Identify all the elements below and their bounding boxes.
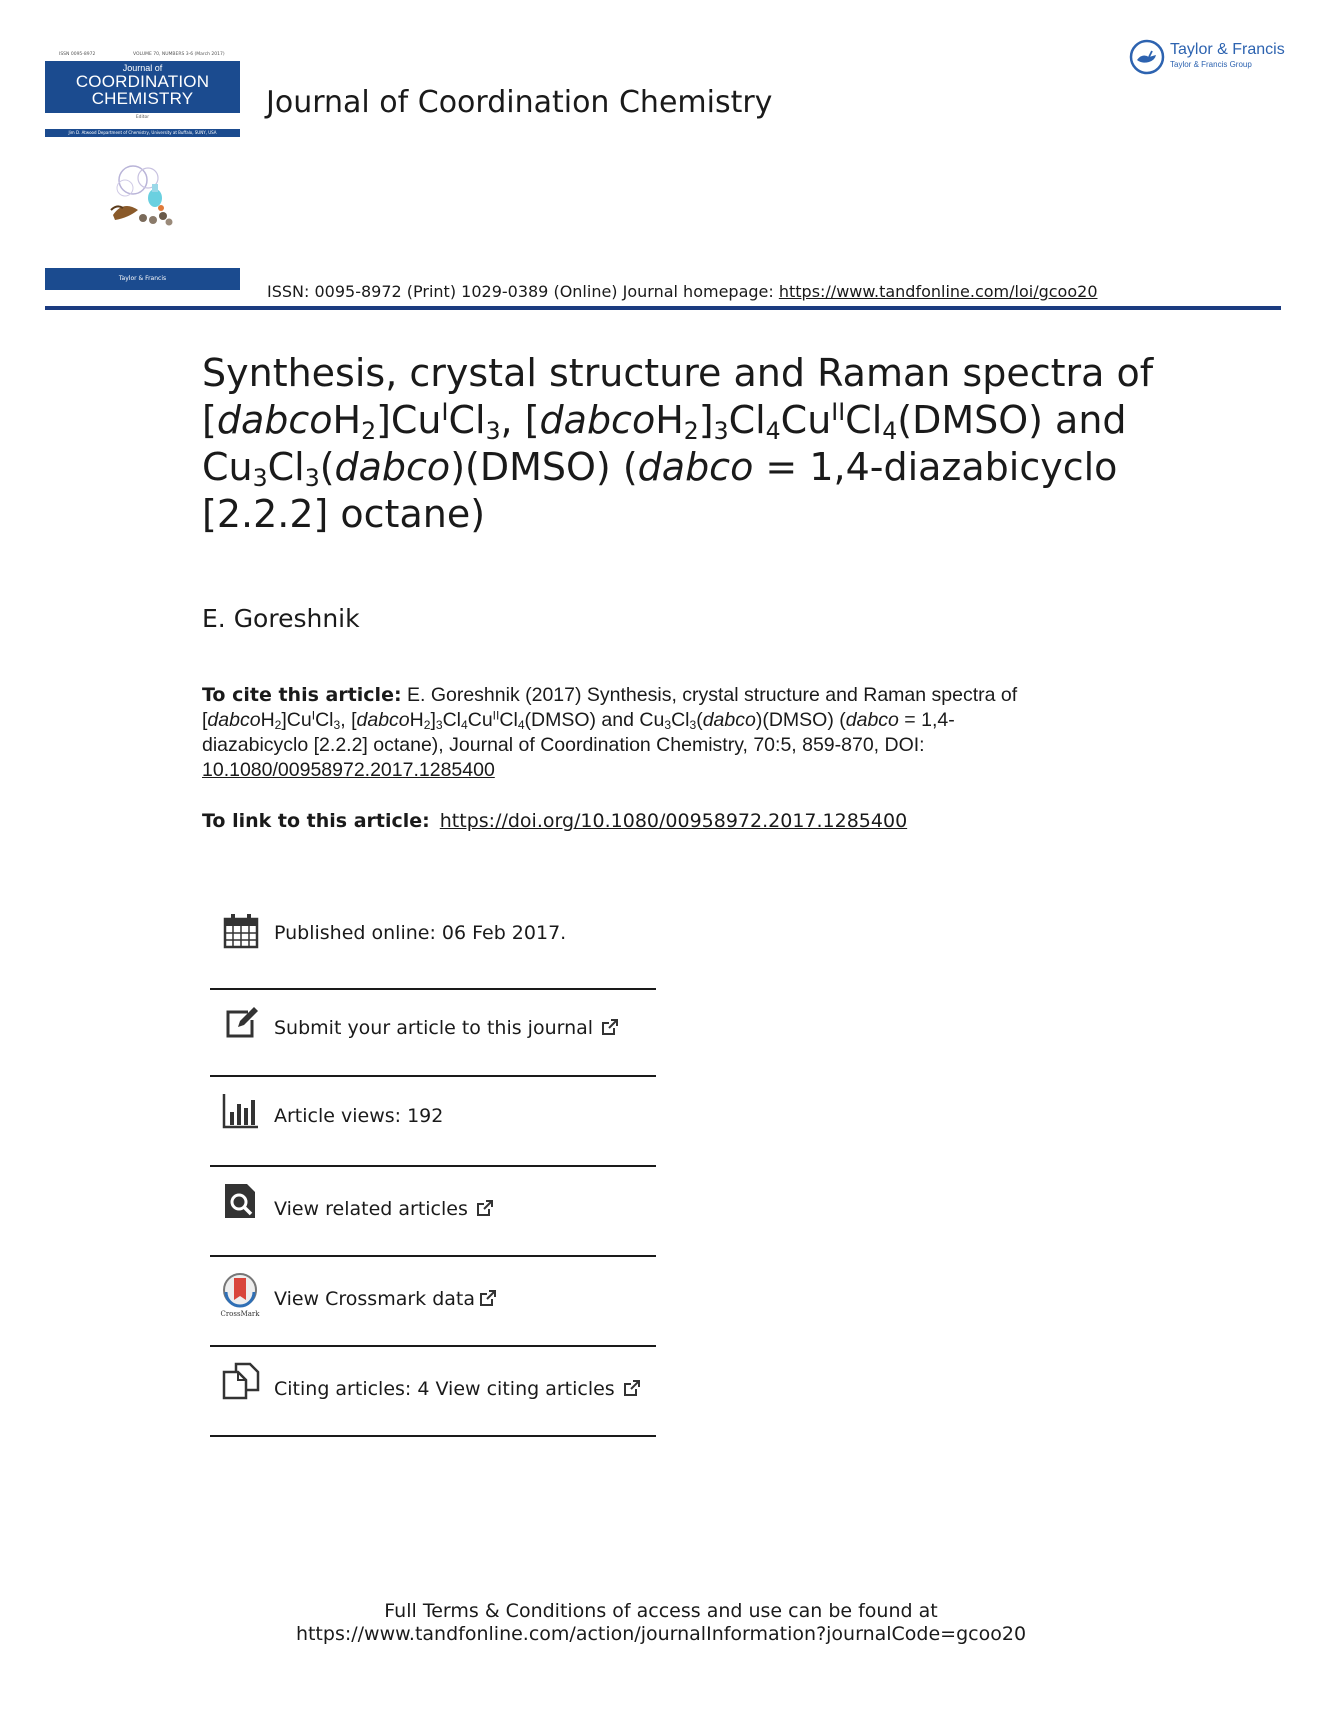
edit-icon [222,1002,260,1040]
issn-text: ISSN: 0095-8972 (Print) 1029-0389 (Online) Journal homepage: [267,282,779,301]
crossmark-text: View Crossmark data [274,1288,476,1310]
list-divider [210,1435,656,1437]
document-search-icon [222,1182,260,1220]
article-views-text: Article views: 192 [274,1105,444,1127]
publisher-name: Taylor & Francis [1170,41,1285,58]
cover-editor: Editor [135,115,150,120]
crossmark-small-label: CrossMark [220,1310,260,1318]
published-online-text: Published online: 06 Feb 2017. [274,922,567,944]
external-link-icon [623,1379,641,1397]
submit-article-link[interactable] [210,1000,656,1056]
journal-title: Journal of Coordination Chemistry [266,85,773,120]
cover-editor-bar: Jim D. Atwood Department of Chemistry, University at Buffalo, SUNY, USA [45,129,240,137]
header-divider [45,306,1281,310]
article-views-item [210,1090,656,1140]
cite-label: To cite this article: [202,684,402,706]
article-link-line [202,810,907,832]
copy-documents-icon [222,1362,260,1400]
list-divider [210,1075,656,1077]
related-articles-text: View related articles [274,1198,468,1220]
footer-terms [0,1600,1322,1646]
list-divider [210,1165,656,1167]
external-link-icon [476,1199,494,1217]
cover-issn: ISSN 0095-8972 [59,52,96,57]
list-divider [210,1345,656,1347]
list-divider [210,988,656,990]
journal-homepage-link[interactable]: https://www.tandfonline.com/loi/gcoo20 [778,282,1098,301]
cover-name-line2: CHEMISTRY [91,89,194,108]
cover-name-line1: COORDINATION [75,72,210,91]
taylor-francis-lamp-icon [1128,38,1166,76]
article-title: Synthesis, crystal structure and Raman spectra of $[dabcoH_2]Cu^ICl_3$, $[dabcoH_2]_3Cl_4Cu^{II}Cl_4(DMSO)$ and $Cu_3Cl_3(dabco)(DMSO)$ (dabco = 1,4-diazabicyclo [2.2.2] octane) [202,351,1154,536]
footer-terms-url[interactable]: https://www.tandfonline.com/action/journalInformation?journalCode=gcoo20 [295,1623,1027,1645]
citing-articles-link[interactable] [210,1360,656,1416]
author-name: E. Goreshnik [202,604,360,633]
publisher-group: Taylor & Francis Group [1170,60,1252,69]
external-link-icon [479,1289,497,1307]
published-online-item [210,908,656,958]
cover-volume: VOLUME 70, NUMBERS 3-6 (March 2017) [133,52,225,57]
cover-publisher-bar: Taylor & Francis [45,268,240,290]
footer-line1: Full Terms & Conditions of access and use can be found at [384,1600,938,1622]
issn-line [267,282,1098,301]
crossmark-link[interactable] [210,1270,656,1326]
cover-title-band [45,61,240,113]
article-doi-url[interactable]: https://doi.org/10.1080/00958972.2017.1285400 [439,810,908,832]
crossmark-icon [218,1272,262,1318]
related-articles-link[interactable] [210,1180,656,1236]
citing-articles-text: Citing articles: 4 View citing articles [274,1378,615,1400]
cover-journal-of: Journal of [122,63,163,73]
taylor-francis-logo[interactable] [1128,38,1288,78]
citation-block: To cite this article: E. Goreshnik (2017) Synthesis, crystal structure and Raman spectra of $[dabcoH_2]Cu^ICl_3$, $[dabcoH_2]_3Cl_4Cu^{II}Cl_4(DMSO)$ and $Cu_3Cl_3(dabco)(DMSO)$ (dabco = 1,4- diazabicyclo [2.2.2] octane), Journal of Coordination Chemistry, 70:5, 859-870, DOI: 10.1080/00958972.2017.1285400 [202,684,1018,781]
external-link-icon [601,1018,619,1036]
cover-artwork-image [103,160,183,230]
list-divider [210,1255,656,1257]
calendar-icon [222,912,260,950]
submit-article-text: Submit your article to this journal [274,1017,594,1039]
cite-doi-link[interactable]: 10.1080/00958972.2017.1285400 [202,759,495,781]
bar-chart-icon [222,1092,260,1130]
link-label: To link to this article: [202,810,430,832]
journal-cover-thumbnail [45,52,240,290]
